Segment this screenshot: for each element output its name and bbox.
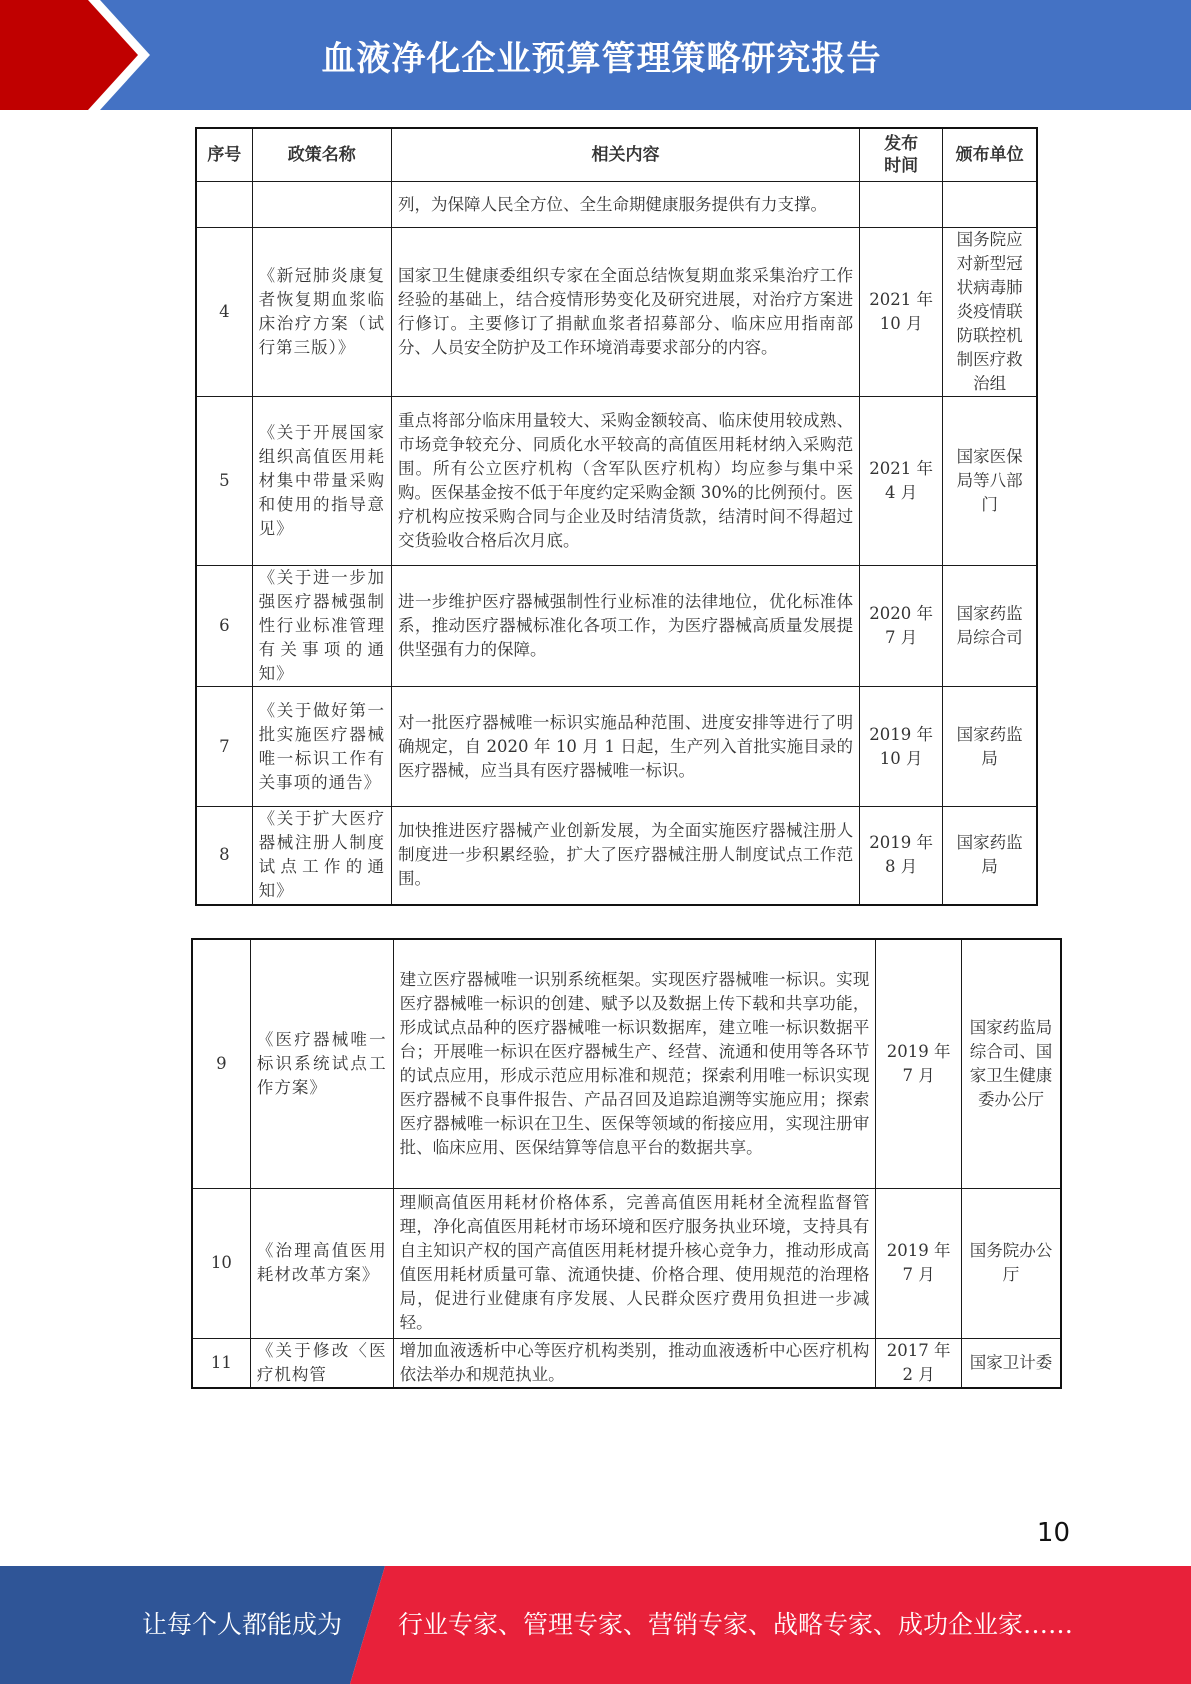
- row-date: 2021 年 4 月: [860, 397, 943, 566]
- table-row-continuation: [196, 182, 1037, 228]
- footer-slogan-roles: 行业专家、管理专家、营销专家、战略专家、成功企业家……: [398, 1610, 1074, 1639]
- row-content: 对一批医疗器械唯一标识实施品种范围、进度安排等进行了明确规定，自 2020 年 10 月 1 日起，生产列入首批实施目录的医疗器械，应当具有医疗器械唯一标识。: [391, 687, 859, 807]
- table-row: [196, 807, 1037, 905]
- row-content: 加快推进医疗器械产业创新发展，为全面实施医疗器械注册人制度进一步积累经验，扩大了医疗器械注册人制度试点工作范围。: [391, 807, 859, 905]
- row-content: 重点将部分临床用量较大、采购金额较高、临床使用较成熟、市场竞争较充分、同质化水平较高的高值医用耗材纳入采购范围。所有公立医疗机构（含军队医疗机构）均应参与集中采购。医保基金按不低于年度约定采购金额 30%的比例预付。医疗机构应按采购合同与企业及时结清货款，结清时间不得超过交货验收合格后次月底。: [391, 397, 859, 566]
- row-policy-name: 《关于做好第一批实施医疗器械唯一标识工作有关事项的通告》: [252, 687, 391, 807]
- policy-table: [195, 127, 1038, 906]
- table-row: [196, 687, 1037, 807]
- row-content: 增加血液透析中心等医疗机构类别，推动血液透析中心医疗机构依法举办和规范执业。: [393, 1338, 876, 1388]
- row-policy-name: 《治理高值医用耗材改革方案》: [250, 1188, 393, 1338]
- row-content: 建立医疗器械唯一识别系统框架。实现医疗器械唯一标识。实现医疗器械唯一标识的创建、赋予以及数据上传下载和共享功能，形成试点品种的医疗器械唯一标识数据库，建立唯一标识数据平台；开展唯一标识在医疗器械生产、经营、流通和使用等各环节的试点应用，形成示范应用标准和规范；探索利用唯一标识实现医疗器械不良事件报告、产品召回及追踪追溯等实施应用；探索医疗器械唯一标识在卫生、医保等领域的衔接应用，实现注册审批、临床应用、医保结算等信息平台的数据共享。: [393, 939, 876, 1188]
- footer-slogan-lead: 让每个人都能成为: [142, 1610, 343, 1639]
- row-content: 进一步维护医疗器械强制性行业标准的法律地位，优化标准体系，推动医疗器械标准化各项工作，为医疗器械高质量发展提供坚强有力的保障。: [391, 566, 859, 687]
- row-date: 2020 年 7 月: [860, 566, 943, 687]
- table-row: [192, 1338, 1061, 1388]
- row-dept: 国务院应对新型冠状病毒肺炎疫情联防联控机制医疗救治组: [943, 228, 1037, 397]
- header-band: [0, 0, 1191, 110]
- row-policy-name: 《新冠肺炎康复者恢复期血浆临床治疗方案（试行第三版）》: [252, 228, 391, 397]
- table-row: [196, 397, 1037, 566]
- row-index: 9: [192, 939, 250, 1188]
- row-policy-name: 《关于进一步加强医疗器械强制性行业标准管理有关事项的通知》: [252, 566, 391, 687]
- table-header-row: [196, 128, 1037, 182]
- row-index: 8: [196, 807, 252, 905]
- row-policy-name: 《关于修改〈医疗机构管: [250, 1338, 393, 1388]
- table-row: [192, 1188, 1061, 1338]
- header-dept: 颁布单位: [943, 128, 1037, 182]
- row-dept: 国家药监局: [943, 687, 1037, 807]
- table-row: [192, 939, 1061, 1188]
- row-dept: 国家医保局等八部门: [943, 397, 1037, 566]
- row-index: 10: [192, 1188, 250, 1338]
- row-policy-name: 《关于扩大医疗器械注册人制度试点工作的通知》: [252, 807, 391, 905]
- row-date: 2019 年 7 月: [876, 939, 961, 1188]
- row-dept: 国家药监局综合司: [943, 566, 1037, 687]
- row-date: 2019 年 10 月: [860, 687, 943, 807]
- row-content: 国家卫生健康委组织专家在全面总结恢复期血浆采集治疗工作经验的基础上，结合疫情形势变化及研究进展，对治疗方案进行修订。主要修订了捐献血浆者招募部分、临床应用指南部分、人员安全防护及工作环境消毒要求部分的内容。: [391, 228, 859, 397]
- row-dept: 国务院办公厅: [961, 1188, 1061, 1338]
- policy-table-continued: [191, 938, 1062, 1389]
- row-index: 5: [196, 397, 252, 566]
- row-index: 6: [196, 566, 252, 687]
- row-policy-name: 《医疗器械唯一标识系统试点工作方案》: [250, 939, 393, 1188]
- report-title: 血液净化企业预算管理策略研究报告: [321, 38, 882, 79]
- header-content: 相关内容: [391, 128, 859, 182]
- row-date: 2017 年 2 月: [876, 1338, 961, 1388]
- row-index: 11: [192, 1338, 250, 1388]
- header-index: 序号: [196, 128, 252, 182]
- row-policy-name: 《关于开展国家组织高值医用耗材集中带量采购和使用的指导意见》: [252, 397, 391, 566]
- table-row: [196, 228, 1037, 397]
- row-dept: 国家药监局综合司、国家卫生健康委办公厅: [961, 939, 1061, 1188]
- row-content: 列，为保障人民全方位、全生命期健康服务提供有力支撑。: [391, 182, 859, 228]
- row-index: 7: [196, 687, 252, 807]
- row-date: 2021 年 10 月: [860, 228, 943, 397]
- page-number: 10: [1036, 1518, 1070, 1548]
- row-dept: 国家卫计委: [961, 1338, 1061, 1388]
- row-dept: 国家药监局: [943, 807, 1037, 905]
- row-date: 2019 年 8 月: [860, 807, 943, 905]
- footer-band: [0, 1566, 1191, 1684]
- table-row: [196, 566, 1037, 687]
- row-date: 2019 年 7 月: [876, 1188, 961, 1338]
- header-name: 政策名称: [252, 128, 391, 182]
- row-content: 理顺高值医用耗材价格体系，完善高值医用耗材全流程监督管理，净化高值医用耗材市场环境和医疗服务执业环境，支持具有自主知识产权的国产高值医用耗材提升核心竞争力，推动形成高值医用耗材质量可靠、流通快捷、价格合理、使用规范的治理格局，促进行业健康有序发展、人民群众医疗费用负担进一步减轻。: [393, 1188, 876, 1338]
- header-date: 发布 时间: [860, 128, 943, 182]
- row-index: 4: [196, 228, 252, 397]
